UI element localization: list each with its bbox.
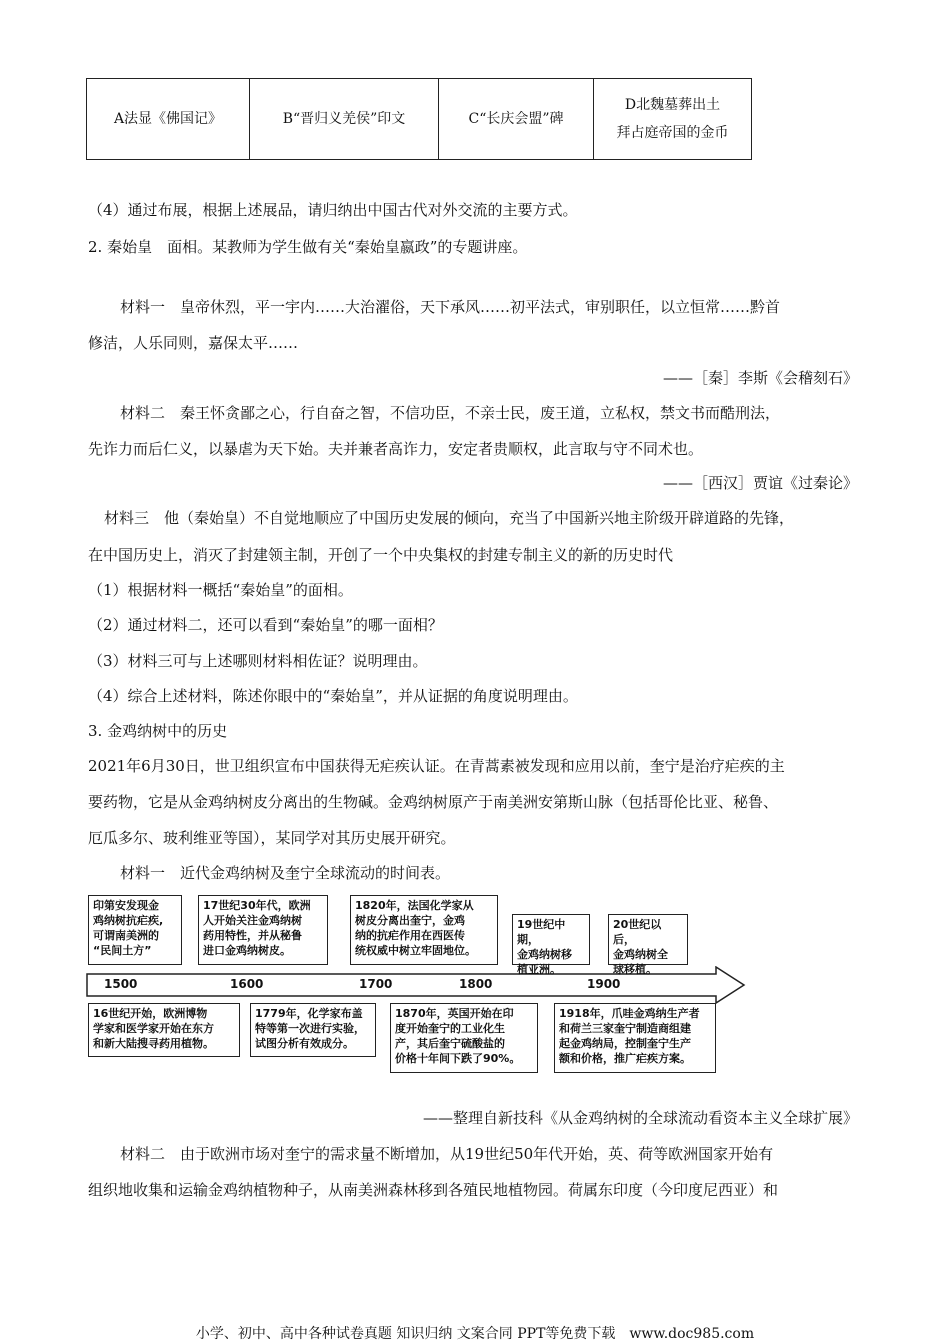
timeline-year-1700: 1700	[359, 977, 393, 991]
material-2-line1: 材料二 秦王怀贪鄙之心，行自奋之智，不信功臣，不亲士民，废王道，立私权，禁文书而酷刑法，	[120, 404, 781, 422]
timeline-event-mid19c: 19世纪中期， 金鸡纳树移 植亚洲。	[512, 914, 590, 965]
exhibit-d-line2: 拜占庭帝国的金币	[616, 125, 729, 141]
timeline-event-1820: 1820年，法国化学家从 树皮分离出奎宁，金鸡 纳的抗疟作用在西医传 统权威中树立牢固地位。	[350, 895, 498, 965]
material-1-source: ——［秦］李斯《会稽刻石》	[662, 369, 858, 387]
timeline-year-1600: 1600	[230, 977, 264, 991]
timeline-event-20c: 20世纪以后， 金鸡纳树全 球移植。	[608, 914, 688, 965]
timeline-year-1500: 1500	[104, 977, 138, 991]
q3-intro-line3: 厄瓜多尔、玻利维亚等国），某同学对其历史展开研究。	[88, 829, 456, 847]
material-2-source: ——［西汉］贾谊《过秦论》	[662, 474, 858, 492]
question-1-4: （4）通过布展，根据上述展品，请归纳出中国古代对外交流的主要方式。	[88, 201, 578, 219]
q3-material-2-line2: 组织地收集和运输金鸡纳植物种子，从南美洲森林移到各殖民地植物园。荷属东印度（今印度尼西亚）和	[88, 1181, 779, 1199]
question-2-3: （3）材料三可与上述哪则材料相佐证？说明理由。	[88, 652, 428, 670]
timeline-event-indigenous: 印第安发现金 鸡纳树抗疟疾, 可谓南美洲的 “民间土方”	[88, 895, 182, 965]
question-2-1: （1）根据材料一概括“秦始皇”的面相。	[88, 581, 353, 599]
timeline-event-1630s: 17世纪30年代，欧洲 人开始关注金鸡纳树 药用特性，并从秘鲁 进口金鸡纳树皮。	[198, 895, 328, 965]
timeline-event-16c: 16世纪开始，欧洲博物 学家和医学家开始在东方 和新大陆搜寻药用植物。	[88, 1003, 240, 1057]
exhibit-d	[594, 79, 752, 160]
material-2-line2: 先诈力而后仁义，以暴虐为天下始。夫并兼者高诈力，安定者贵顺权，此言取与守不同术也。	[88, 440, 704, 458]
q3-material-1-source: ——整理自新技科《从金鸡纳树的全球流动看资本主义全球扩展》	[422, 1109, 858, 1127]
question-2-title: 2. 秦始皇 面相。某教师为学生做有关“秦始皇嬴政”的专题讲座。	[88, 238, 528, 256]
timeline-event-1918: 1918年，爪哇金鸡纳生产者 和荷兰三家奎宁制造商组建 起金鸡纳局，控制奎宁生产 额和价格，推广疟疾方案。	[554, 1003, 716, 1073]
question-2-4: （4）综合上述材料，陈述你眼中的“秦始皇”，并从证据的角度说明理由。	[88, 687, 578, 705]
question-2-2: （2）通过材料二，还可以看到“秦始皇”的哪一面相？	[88, 616, 443, 634]
timeline-event-1779: 1779年，化学家布盖 特等第一次进行实验， 试图分析有效成分。	[250, 1003, 376, 1057]
q3-material-1-caption: 材料一 近代金鸡纳树及奎宁全球流动的时间表。	[120, 864, 451, 882]
exhibit-a: A法显《佛国记》	[87, 79, 250, 160]
exhibit-c: C“长庆会盟”碑	[439, 79, 594, 160]
exhibit-table	[86, 78, 752, 160]
timeline-year-1800: 1800	[459, 977, 493, 991]
material-3-line2: 在中国历史上，消灭了封建领主制，开创了一个中央集权的封建专制主义的新的历史时代	[88, 546, 674, 564]
timeline-event-1870: 1870年，英国开始在印 度开始奎宁的工业化生 产，其后奎宁硫酸盐的 价格十年间下跌了90%。	[390, 1003, 538, 1073]
timeline-year-1900: 1900	[587, 977, 621, 991]
material-1-line1: 材料一 皇帝休烈，平一宇内……大治濯俗，天下承风……初平法式，审别职任，以立恒常……黔首	[120, 298, 781, 316]
material-3-line1: 材料三 他（秦始皇）不自觉地顺应了中国历史发展的倾向，充当了中国新兴地主阶级开辟道路的先锋，	[104, 509, 795, 527]
exhibit-d-line1: D北魏墓葬出土	[624, 97, 721, 113]
page-footer: 小学、初中、高中各种试卷真题 知识归纳 文案合同 PPT等免费下载 www.doc985.com	[195, 1326, 755, 1342]
material-1-line2: 修洁，人乐同则，嘉保太平……	[88, 334, 299, 352]
exhibit-b: B“晋归义羌侯”印文	[250, 79, 439, 160]
question-3-title: 3. 金鸡纳树中的历史	[88, 722, 228, 740]
q3-intro-line2: 要药物，它是从金鸡纳树皮分离出的生物碱。金鸡纳树原产于南美洲安第斯山脉（包括哥伦比亚、秘鲁、	[88, 793, 779, 811]
q3-intro-line1: 2021年6月30日，世卫组织宣布中国获得无疟疾认证。在青蒿素被发现和应用以前，奎宁是治疗疟疾的主	[88, 757, 785, 775]
q3-material-2-line1: 材料二 由于欧洲市场对奎宁的需求量不断增加，从19世纪50年代开始，英、荷等欧洲国家开始有	[120, 1145, 774, 1163]
